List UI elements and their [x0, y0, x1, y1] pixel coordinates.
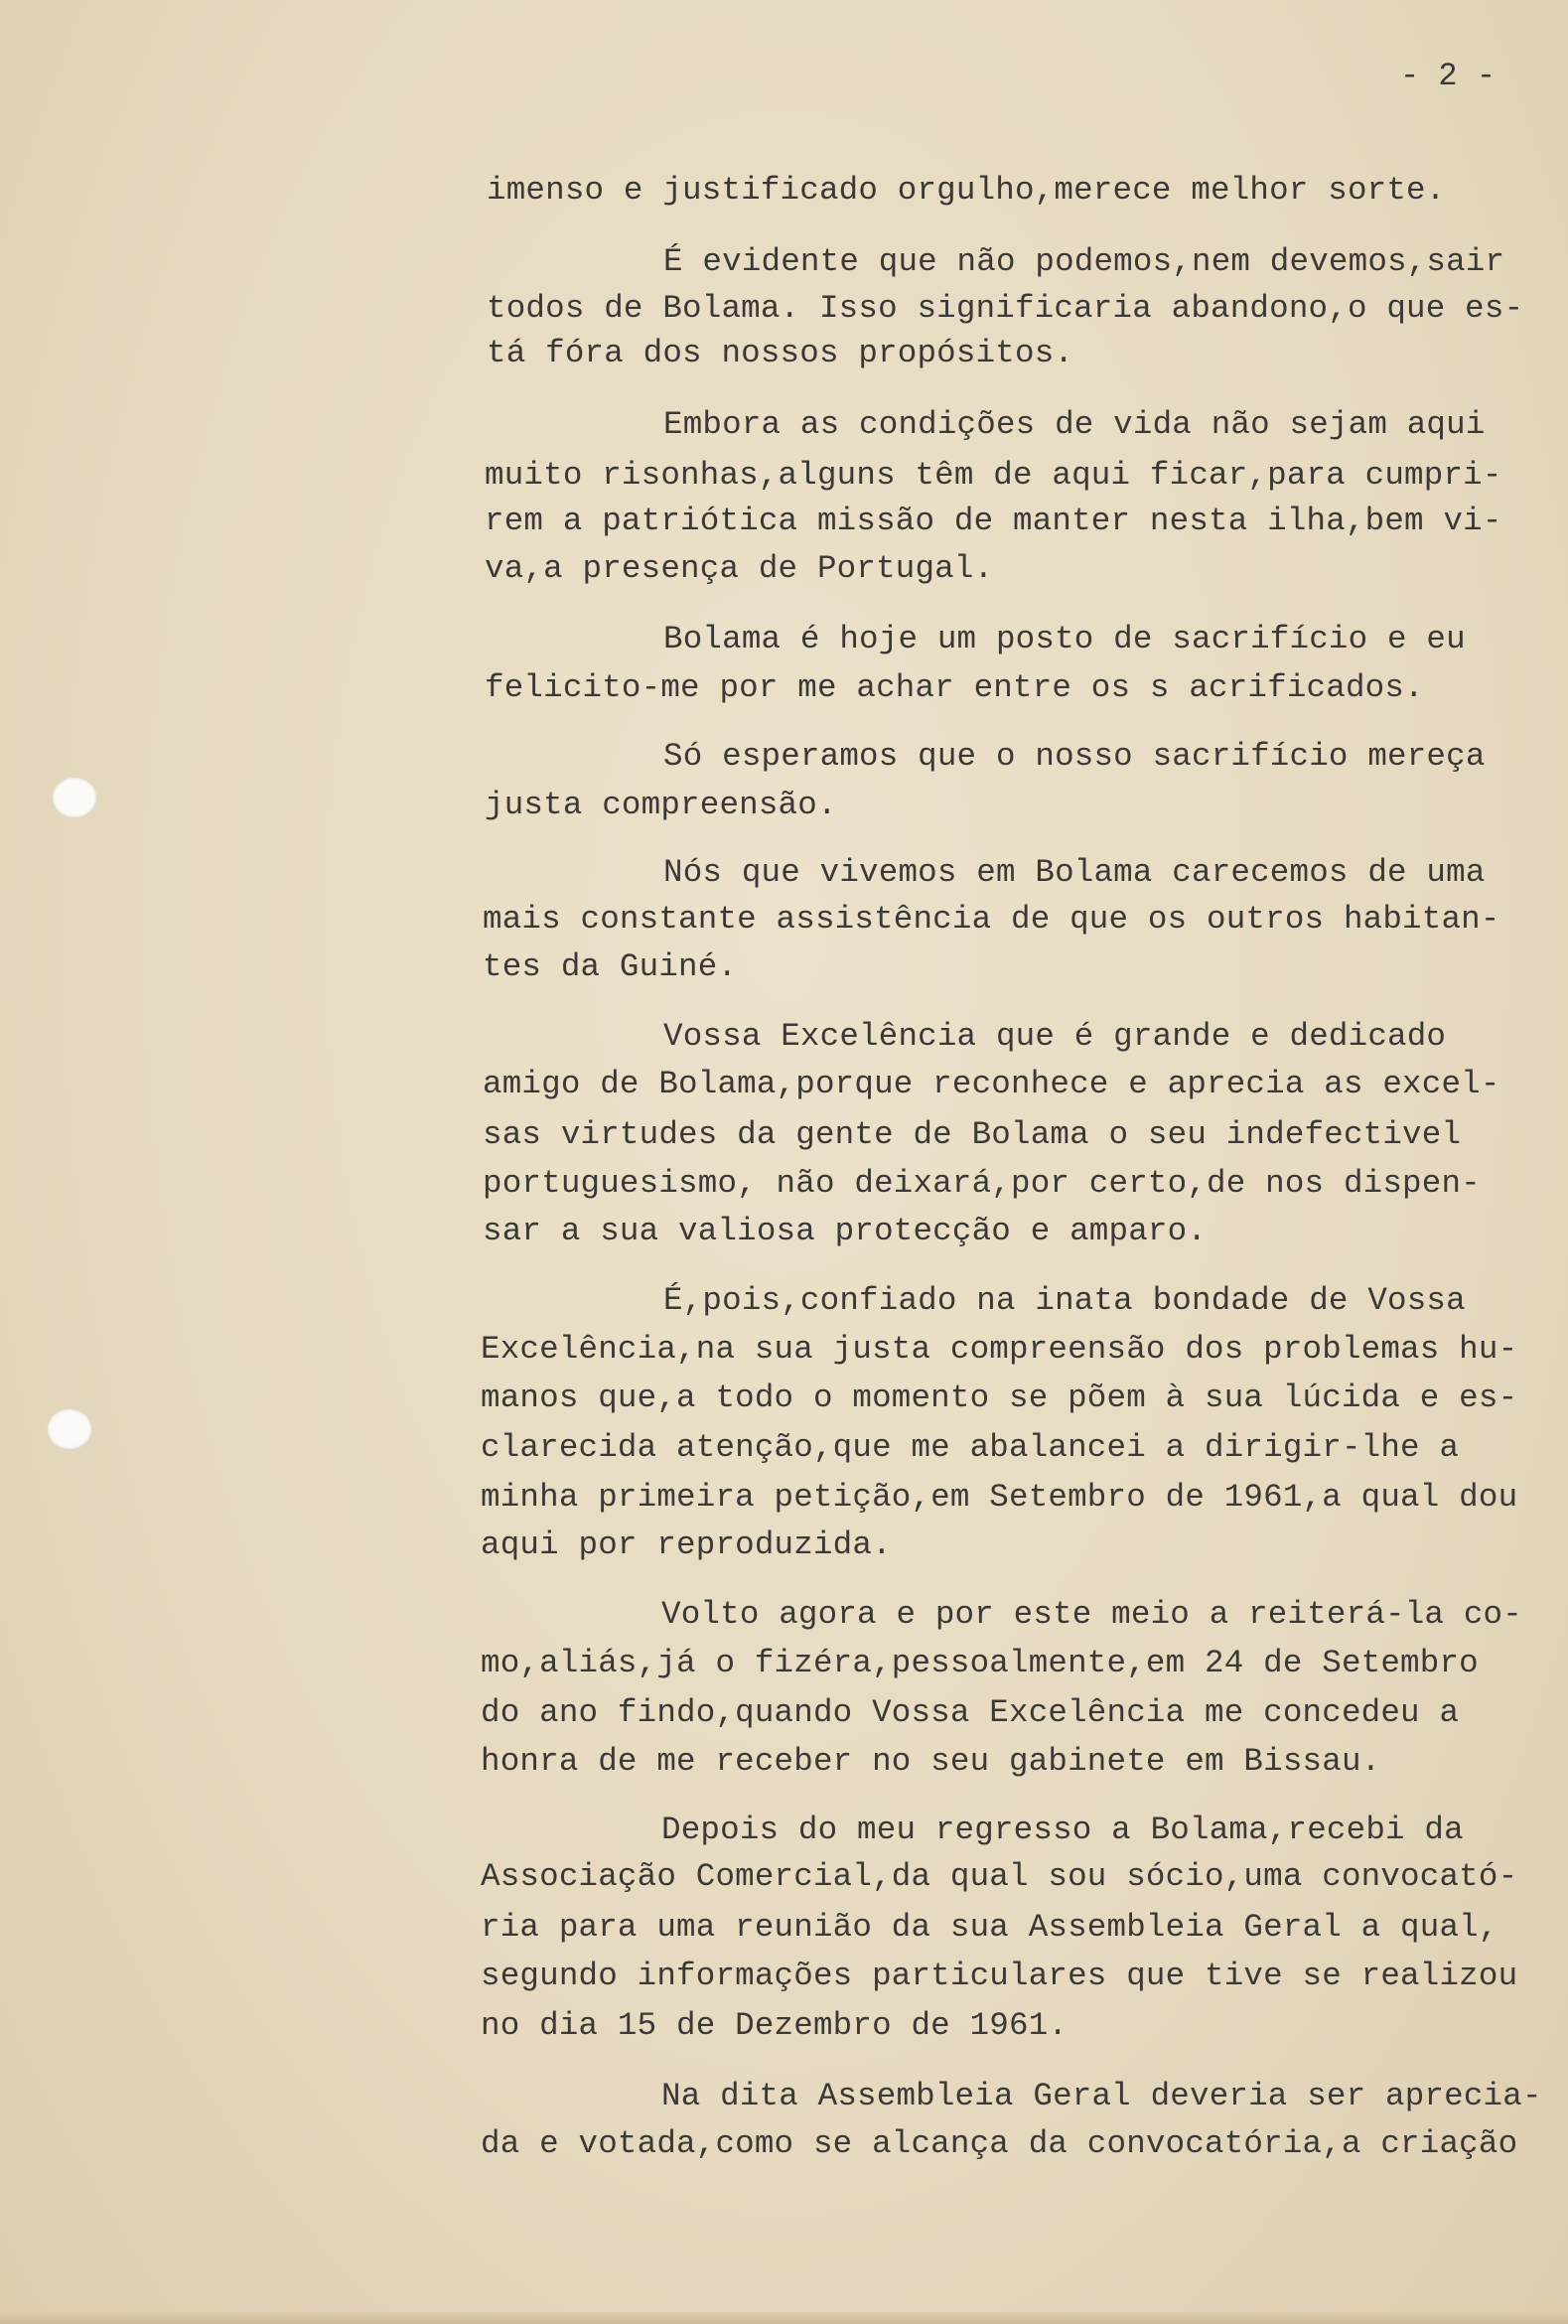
text-line: muito risonhas,alguns têm de aqui ficar,para cumpri-	[485, 456, 1502, 494]
text-line: amigo de Bolama,porque reconhece e aprecia as excel-	[483, 1065, 1500, 1102]
punch-hole	[52, 777, 97, 818]
text-line: clarecida atenção,que me abalancei a dirigir-lhe a	[481, 1428, 1460, 1466]
text-line: honra de me receber no seu gabinete em Bissau.	[481, 1742, 1381, 1780]
text-line: portuguesismo, não deixará,por certo,de nos dispen-	[483, 1164, 1481, 1202]
text-line: Excelência,na sua justa compreensão dos problemas hu-	[481, 1331, 1518, 1369]
text-line: justa compreensão.	[485, 787, 837, 824]
text-line: tá fóra dos nossos propósitos.	[487, 335, 1074, 372]
text-line: É evidente que não podemos,nem devemos,sair	[663, 242, 1505, 280]
text-line: todos de Bolama. Isso significaria abandono,o que es-	[487, 290, 1524, 328]
text-line: mo,aliás,já o fizéra,pessoalmente,em 24 de Setembro	[481, 1645, 1479, 1682]
text-line: Bolama é hoje um posto de sacrifício e eu	[663, 621, 1466, 658]
text-line: Vossa Excelência que é grande e dedicado	[663, 1018, 1447, 1056]
text-line: no dia 15 de Dezembro de 1961.	[481, 2006, 1069, 2044]
punch-hole	[47, 1408, 92, 1450]
text-line: Só esperamos que o nosso sacrifício mereça	[663, 738, 1486, 776]
text-line: Embora as condições de vida não sejam aqui	[663, 405, 1486, 443]
text-line: Associação Comercial,da qual sou sócio,uma convocató-	[481, 1858, 1518, 1896]
text-line: aqui por reproduzida.	[481, 1526, 892, 1564]
text-line: rem a patriótica missão de manter nesta ilha,bem vi-	[485, 502, 1502, 539]
text-line: Nós que vivemos em Bolama carecemos de uma	[663, 853, 1486, 891]
text-line: minha primeira petição,em Setembro de 1961,a qual dou	[481, 1479, 1518, 1517]
text-line: sas virtudes da gente de Bolama o seu indefectivel	[483, 1115, 1462, 1153]
text-line: segundo informações particulares que tive se realizou	[481, 1958, 1518, 1995]
page-number: - 2 -	[1400, 58, 1497, 94]
text-line: manos que,a todo o momento se põem à sua lúcida e es-	[481, 1380, 1518, 1417]
text-line: Na dita Assembleia Geral deveria ser aprecia-	[661, 2078, 1542, 2115]
page-edge	[0, 2312, 1568, 2324]
text-line: ria para uma reunião da sua Assembleia Geral a qual,	[481, 1909, 1498, 1947]
text-line: sar a sua valiosa protecção e amparo.	[483, 1212, 1208, 1249]
text-line: imenso e justificado orgulho,merece melhor sorte.	[487, 172, 1446, 209]
text-line: felicito-me por me achar entre os s acrificados.	[485, 669, 1424, 707]
text-line: do ano findo,quando Vossa Excelência me concedeu a	[481, 1693, 1460, 1731]
text-line: va,a presença de Portugal.	[485, 549, 994, 587]
text-line: tes da Guiné.	[483, 948, 738, 986]
text-line: Volto agora e por este meio a reiterá-la co-	[661, 1596, 1522, 1634]
text-line: É,pois,confiado na inata bondade de Vossa	[663, 1281, 1466, 1319]
text-line: Depois do meu regresso a Bolama,recebi da	[661, 1811, 1464, 1848]
text-line: mais constante assistência de que os outros habitan-	[483, 901, 1500, 939]
text-line: da e votada,como se alcança da convocatória,a criação	[481, 2124, 1518, 2162]
